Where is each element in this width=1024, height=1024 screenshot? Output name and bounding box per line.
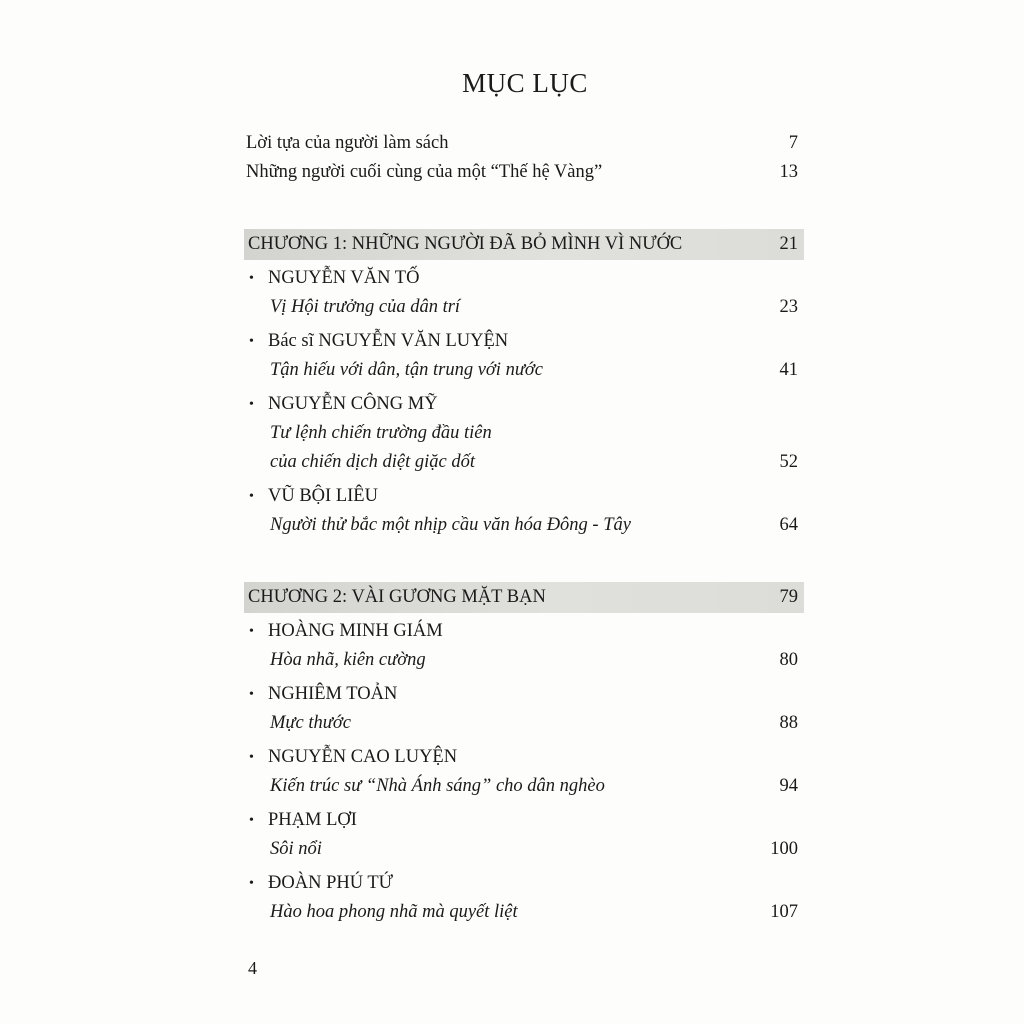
person-name: NGHIÊM TOẢN <box>268 684 398 704</box>
person-name: VŨ BỘI LIÊU <box>268 486 378 506</box>
chapter-title: CHƯƠNG 1: NHỮNG NGƯỜI ĐÃ BỎ MÌNH VÌ NƯỚC <box>248 234 683 254</box>
toc-person-subtitle <box>246 772 798 801</box>
entry-page-number: 107 <box>770 902 798 922</box>
bullet-icon: • <box>249 397 254 412</box>
entry-page-number: 64 <box>779 515 798 535</box>
toc-person-entry <box>246 390 798 419</box>
chapter-title: CHƯƠNG 2: VÀI GƯƠNG MẶT BẠN <box>248 587 546 607</box>
toc-person-entry <box>246 327 798 356</box>
entry-subtitle: Tư lệnh chiến trường đầu tiên <box>270 423 492 443</box>
person-name: NGUYỄN VĂN TỐ <box>268 268 420 288</box>
page-folio-number: 4 <box>248 958 257 978</box>
chapter-page-number: 21 <box>779 234 798 254</box>
toc-person-entry <box>246 264 798 293</box>
person-name: HOÀNG MINH GIÁM <box>268 621 443 641</box>
bullet-icon: • <box>249 813 254 828</box>
entry-subtitle: của chiến dịch diệt giặc dốt <box>270 452 475 472</box>
table-of-contents <box>246 129 798 927</box>
entry-page-number: 52 <box>779 452 798 472</box>
toc-person-subtitle <box>246 356 798 385</box>
entry-page-number: 80 <box>779 650 798 670</box>
entry-subtitle: Hào hoa phong nhã mà quyết liệt <box>270 902 518 922</box>
toc-person-subtitle <box>246 419 798 448</box>
toc-person-entry <box>246 743 798 772</box>
chapter-2-heading <box>244 582 804 613</box>
entry-page-number: 88 <box>779 713 798 733</box>
entry-title: Lời tựa của người làm sách <box>246 133 449 153</box>
toc-person-entry <box>246 482 798 511</box>
entry-page-number: 100 <box>770 839 798 859</box>
bullet-icon: • <box>249 876 254 891</box>
entry-page-number: 23 <box>779 297 798 317</box>
entry-subtitle: Kiến trúc sư “Nhà Ánh sáng” cho dân nghèo <box>270 776 605 796</box>
person-name: ĐOÀN PHÚ TỨ <box>268 873 394 893</box>
toc-person-subtitle <box>246 293 798 322</box>
bullet-icon: • <box>249 687 254 702</box>
entry-title: Những người cuối cùng của một “Thế hệ Vàng” <box>246 162 603 182</box>
toc-person-entry <box>246 806 798 835</box>
toc-person-subtitle <box>246 448 798 477</box>
entry-page-number: 94 <box>779 776 798 796</box>
bullet-icon: • <box>249 489 254 504</box>
person-name: PHẠM LỢI <box>268 810 357 830</box>
toc-person-subtitle <box>246 646 798 675</box>
person-name: NGUYỄN CAO LUYỆN <box>268 747 458 767</box>
entry-subtitle: Vị Hội trưởng của dân trí <box>270 297 461 317</box>
chapter-1-heading <box>244 229 804 260</box>
toc-person-subtitle <box>246 898 798 927</box>
toc-title: MỤC LỤC <box>462 68 588 98</box>
toc-entry-golden-generation <box>246 158 798 187</box>
bullet-icon: • <box>249 750 254 765</box>
toc-person-subtitle <box>246 511 798 540</box>
entry-subtitle: Sôi nổi <box>270 839 322 859</box>
bullet-icon: • <box>249 271 254 286</box>
person-name: NGUYỄN CÔNG MỸ <box>268 394 438 414</box>
toc-person-entry <box>246 680 798 709</box>
toc-person-subtitle <box>246 835 798 864</box>
toc-person-entry <box>246 869 798 898</box>
entry-page-number: 7 <box>788 133 798 153</box>
toc-entry-preface <box>246 129 798 158</box>
entry-page-number: 41 <box>779 360 798 380</box>
toc-person-subtitle <box>246 709 798 738</box>
entry-subtitle: Người thử bắc một nhịp cầu văn hóa Đông - Tây <box>270 515 631 535</box>
entry-subtitle: Hòa nhã, kiên cường <box>270 650 426 670</box>
bullet-icon: • <box>249 334 254 349</box>
bullet-icon: • <box>249 624 254 639</box>
chapter-page-number: 79 <box>779 587 798 607</box>
toc-person-entry <box>246 617 798 646</box>
entry-subtitle: Tận hiếu với dân, tận trung với nước <box>270 360 543 380</box>
person-name: Bác sĩ NGUYỄN VĂN LUYỆN <box>268 331 509 351</box>
entry-subtitle: Mực thước <box>270 713 351 733</box>
entry-page-number: 13 <box>779 162 798 182</box>
